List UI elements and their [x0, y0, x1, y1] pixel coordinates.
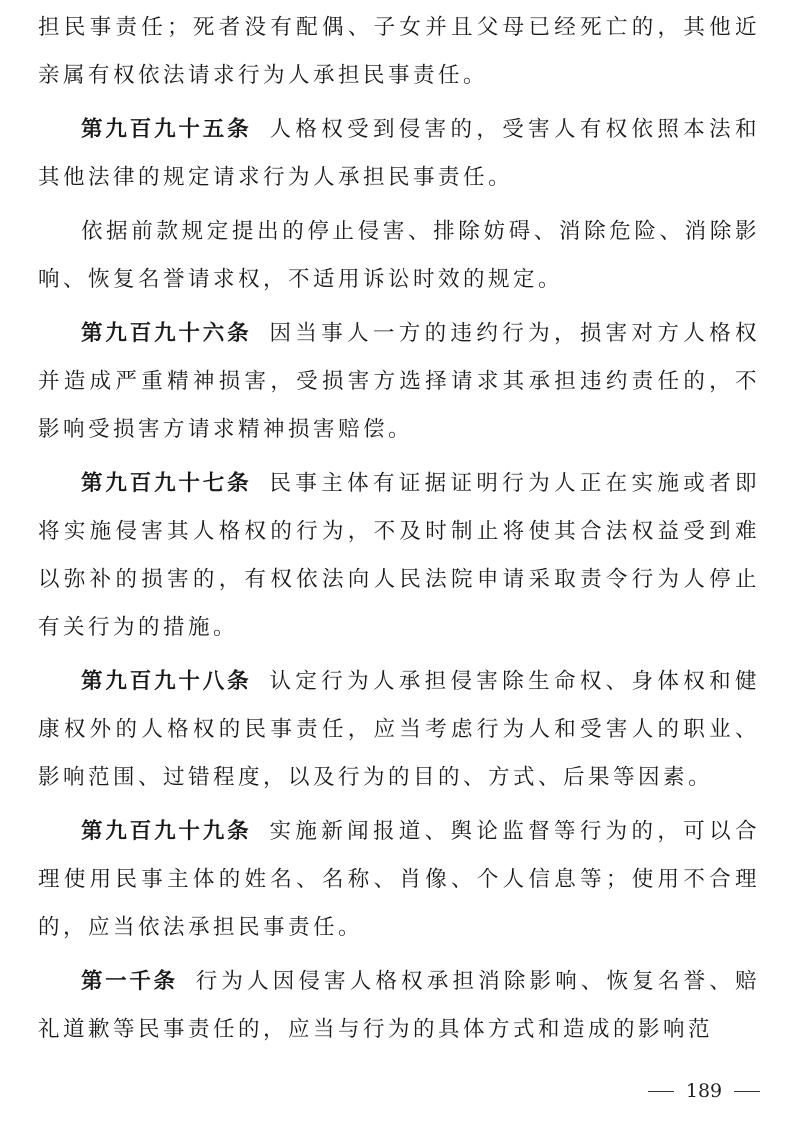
paragraph-text: 人格权受到侵害的，受害人有权依照本法和其他法律的规定请求行为人承担民事责任。 — [38, 117, 760, 190]
article-995 — [38, 106, 760, 202]
article-number: 第九百九十六条 — [81, 321, 252, 346]
article-995-paragraph-2 — [38, 208, 760, 304]
page-number: 189 — [685, 1080, 723, 1102]
article-number: 第九百九十七条 — [81, 471, 252, 496]
article-997 — [38, 460, 760, 652]
article-number: 第九百九十八条 — [81, 669, 252, 694]
article-1000 — [38, 958, 760, 1054]
paragraph-text: 实施新闻报道、舆论监督等行为的，可以合理使用民事主体的姓名、名称、肖像、个人信息等；使用不合理的，应当依法承担民事责任。 — [38, 819, 760, 940]
article-number: 第九百九十五条 — [81, 117, 252, 142]
article-996 — [38, 310, 760, 454]
article-number: 第一千条 — [81, 969, 178, 994]
article-number: 第九百九十九条 — [81, 819, 252, 844]
paragraph-text: 行为人因侵害人格权承担消除影响、恢复名誉、赔礼道歉等民事责任的，应当与行为的具体方式和造成的影响范 — [38, 969, 760, 1042]
paragraph-text: 民事主体有证据证明行为人正在实施或者即将实施侵害其人格权的行为，不及时制止将使其合法权益受到难以弥补的损害的，有权依法向人民法院申请采取责令行为人停止有关行为的措施。 — [38, 471, 760, 640]
paragraph-text: 担民事责任；死者没有配偶、子女并且父母已经死亡的，其他近亲属有权依法请求行为人承担民事责任。 — [38, 15, 760, 88]
document-page — [38, 4, 760, 1060]
paragraph-text: 因当事人一方的违约行为，损害对方人格权并造成严重精神损害，受损害方选择请求其承担违约责任的，不影响受损害方请求精神损害赔偿。 — [38, 321, 760, 442]
footer-dash-left — [648, 1091, 674, 1092]
page-footer — [648, 1080, 760, 1102]
paragraph-continuation — [38, 4, 760, 100]
footer-dash-right — [734, 1091, 760, 1092]
article-998 — [38, 658, 760, 802]
paragraph-text: 依据前款规定提出的停止侵害、排除妨碍、消除危险、消除影响、恢复名誉请求权，不适用诉讼时效的规定。 — [38, 219, 760, 292]
article-999 — [38, 808, 760, 952]
paragraph-text: 认定行为人承担侵害除生命权、身体权和健康权外的人格权的民事责任，应当考虑行为人和受害人的职业、影响范围、过错程度，以及行为的目的、方式、后果等因素。 — [38, 669, 760, 790]
